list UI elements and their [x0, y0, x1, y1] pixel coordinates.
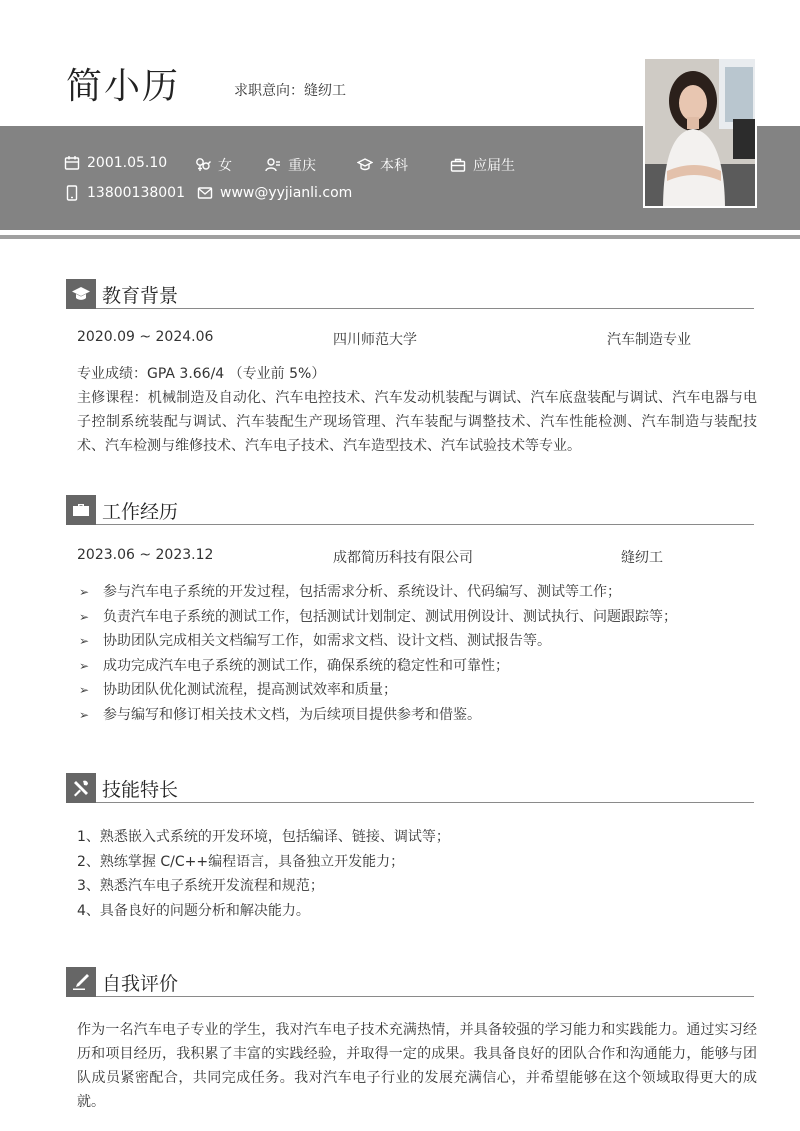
education-major: 汽车制造专业 [607, 332, 691, 348]
work-position: 缝纫工 [621, 550, 663, 566]
graduation-cap-icon [66, 279, 96, 309]
list-item: 2、熟练掌握 C/C++编程语言，具备独立开发能力； [77, 853, 405, 870]
list-item: ➢ 成功完成汽车电子系统的测试工作，确保系统的稳定性和可靠性； [77, 654, 757, 679]
self-eval-title: 自我评价 [102, 973, 179, 995]
arrow-bullet-icon: ➢ [79, 707, 90, 722]
education-title: 教育背景 [102, 285, 179, 307]
self-eval-section-header [66, 967, 754, 997]
phone-icon [64, 185, 80, 201]
arrow-bullet-icon: ➢ [79, 634, 90, 648]
education-period: 2020.09 ~ 2024.06 [77, 329, 214, 345]
arrow-bullet-icon: ➢ [79, 658, 90, 673]
mail-icon [197, 185, 213, 201]
tools-icon [66, 773, 96, 803]
list-item: 4、具备良好的问题分析和解决能力。 [77, 902, 310, 919]
info-birthday [64, 155, 167, 171]
self-eval-text: 作为一名汽车电子专业的学生，我对汽车电子技术充满热情，并具备较强的学习能力和实践能力。通过实习经历和项目经历，我积累了丰富的实践经验，并取得一定的成果。我具备良好的团队合作和沟通能力，能够与团队成员紧密配合，共同完成任务。我对汽车电子行业的发展充满信心，并希望能够在这个领域取得更大的成就。 [77, 1022, 757, 1110]
graduation-cap-icon [357, 157, 373, 173]
gender-icon [195, 157, 211, 173]
list-item: ➢ 协助团队优化测试流程，提高测试效率和质量； [77, 678, 757, 703]
info-divider [0, 235, 800, 239]
arrow-bullet-icon: ➢ [79, 609, 90, 624]
info-email [197, 185, 352, 201]
pen-icon [66, 967, 96, 997]
birthday-text: 2001.05.10 [87, 155, 168, 171]
info-phone [64, 185, 185, 201]
education-gpa: 专业成绩：GPA 3.66/4 （专业前 5%） [77, 366, 326, 382]
info-education [357, 155, 408, 175]
education-text: 本科 [380, 158, 408, 174]
phone-text: 13800138001 [87, 185, 185, 201]
list-item: ➢ 负责汽车电子系统的测试工作，包括测试计划制定、测试用例设计、测试执行、问题跟踪等； [77, 605, 757, 630]
briefcase-icon [450, 157, 466, 173]
arrow-bullet-icon: ➢ [79, 585, 90, 599]
work-section-header [66, 495, 754, 525]
skills-title: 技能特长 [102, 779, 179, 801]
education-courses: 主修课程：机械制造及自动化、汽车电控技术、汽车发动机装配与调试、汽车底盘装配与调试、汽车电器与电子控制系统装配与调试、汽车装配生产现场管理、汽车装配与调整技术、汽车性能检测、汽车制造与装配技术、汽车检测与维修技术、汽车电子技术、汽车造型技术、汽车试验技术等专业。 [77, 390, 757, 454]
info-gender [195, 155, 232, 175]
profile-photo [643, 57, 757, 208]
info-location [265, 155, 316, 175]
email-text: www@yyjianli.com [220, 185, 353, 201]
list-item: ➢ 参与编写和修订相关技术文档，为后续项目提供参考和借鉴。 [77, 703, 757, 728]
work-period: 2023.06 ~ 2023.12 [77, 547, 214, 563]
list-item: 3、熟悉汽车电子系统开发流程和规范； [77, 878, 324, 894]
work-title: 工作经历 [102, 501, 179, 523]
education-section-header [66, 279, 754, 309]
list-item: 1、熟悉嵌入式系统的开发环境，包括编译、链接、调试等； [77, 829, 450, 845]
briefcase-icon [66, 495, 96, 525]
list-item: ➢ 协助团队完成相关文档编写工作，如需求文档、设计文档、测试报告等。 [77, 629, 757, 654]
education-school: 四川师范大学 [333, 332, 417, 348]
gender-text: 女 [218, 158, 232, 174]
list-item: ➢ 参与汽车电子系统的开发过程，包括需求分析、系统设计、代码编写、测试等工作； [77, 580, 757, 605]
work-bullet-list [77, 580, 757, 727]
work-company: 成都简历科技有限公司 [333, 550, 473, 566]
status-text: 应届生 [473, 158, 515, 174]
info-status [450, 155, 515, 175]
resume-name: 简小历 [66, 66, 181, 107]
job-intent: 求职意向：缝纫工 [234, 83, 346, 99]
arrow-bullet-icon: ➢ [79, 683, 90, 697]
calendar-icon [64, 155, 80, 171]
skills-list [77, 825, 450, 923]
skills-section-header [66, 773, 754, 803]
person-icon [265, 157, 281, 173]
location-text: 重庆 [288, 158, 316, 174]
